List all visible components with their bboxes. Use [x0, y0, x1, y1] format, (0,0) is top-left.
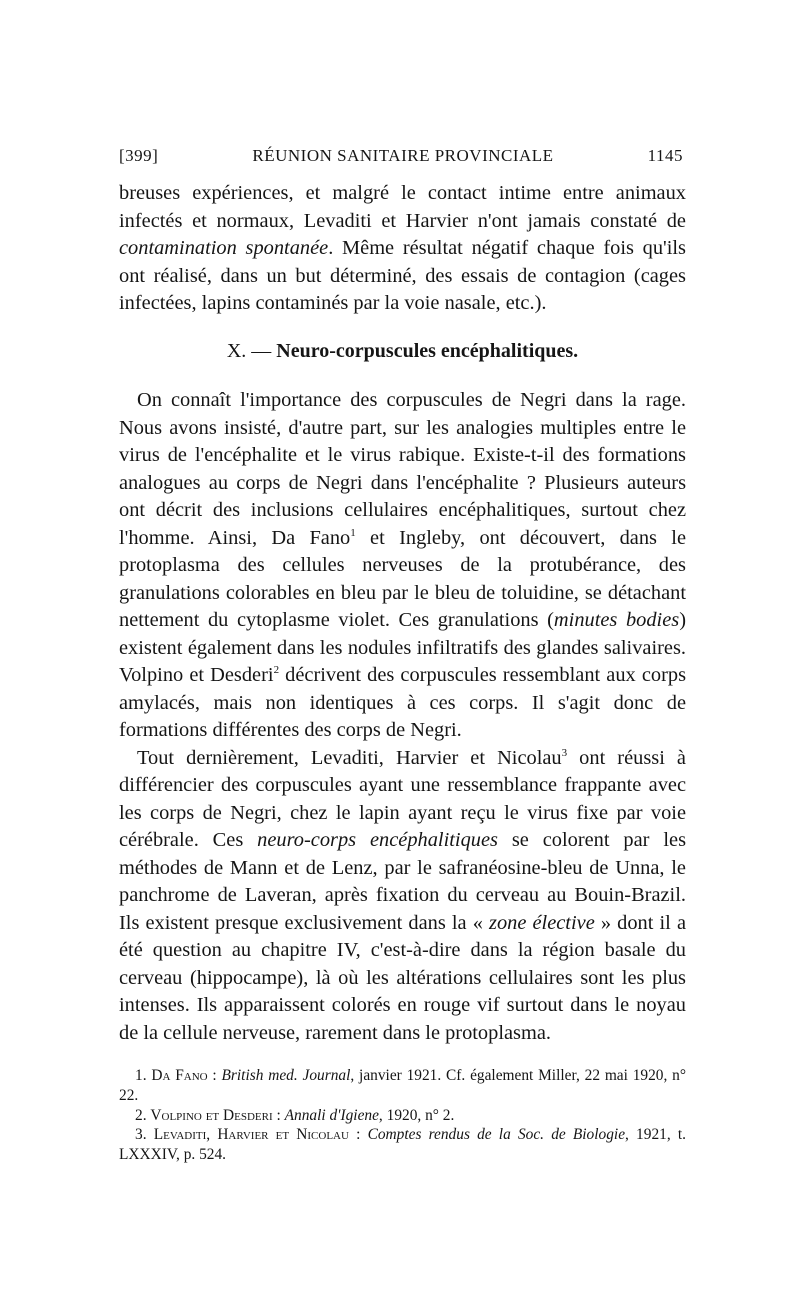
text-run: décrivent des corpuscules ressemblant aux corps amylacés, mais non identiques à ces corps. Il s'agit donc de formations différentes des corps de Negri.: [119, 664, 687, 741]
text-run: se colorent par les méthodes de Mann et de Lenz, par le safranéosine-bleu de Unna, le panchrome de Laveran, après fixation du cerveau au Bouin-Brazil. Ils existent presque exclusivement dans la «: [119, 829, 687, 934]
footnote-number: 1.: [135, 1067, 147, 1084]
paragraph-negri: [119, 387, 686, 745]
text-run: » dont il a été question au chapitre IV, c'est-à-dire dans la région basale du cerveau (hippocampe), là où les altérations cellulaires sont les plus intenses. Ils apparaissent colorés en rouge vif surtout dans le noyau de la cellule nerveuse, rarement dans le protoplasma.: [119, 911, 686, 1044]
italic-phrase: neuro-corps encéphalitiques: [257, 829, 498, 851]
text-run: et Ingleby, ont découvert, dans le protoplasma des cellules nerveuses de la protubérance, des granulations colorables en bleu par le bleu de toluidine, se détachant nettement du cytoplasme violet. Ces granulations (: [119, 526, 687, 631]
text-run: Tout dernièrement, Levaditi, Harvier et Nicolau: [137, 746, 562, 769]
footnote-details: , janvier 1921. Cf. également Miller, 22 mai 1920, n° 22.: [119, 1067, 686, 1104]
footnote-ref: 3: [561, 746, 568, 759]
running-title: RÉUNION SANITAIRE PROVINCIALE: [252, 146, 554, 165]
footnote: [119, 1106, 686, 1126]
footnote-author: Volpino et Desderi: [150, 1106, 273, 1124]
page-number: 1145: [647, 146, 683, 165]
footnote-details: , 1920, n° 2.: [378, 1106, 455, 1124]
running-header: [119, 146, 683, 166]
paragraph-continuation: [119, 180, 686, 318]
footnote-journal: Comptes rendus de la Soc. de Biologie: [367, 1126, 626, 1144]
footnote-journal: Annali d'Igiene: [284, 1106, 379, 1124]
page-bracket-number: [399]: [119, 146, 159, 165]
section-heading: [119, 338, 686, 366]
text-run: breuses expériences, et malgré le contact intime entre animaux infectés et normaux, Levaditi et Harvier n'ont jamais constaté de: [119, 182, 686, 232]
footnote-author: Da Fano: [151, 1067, 208, 1084]
footnotes: [119, 1066, 686, 1165]
footnote-details: , 1921, t. LXXXIV, p. 524.: [119, 1126, 686, 1164]
text-run: ont réussi à différencier des corpuscules ayant une ressemblance frappante avec les corps de Negri, chez le lapin ayant reçu le virus fixe par voie cérébrale. Ces: [119, 746, 686, 851]
footnote: [119, 1066, 686, 1106]
footnote-separator: :: [272, 1106, 285, 1124]
text-run: ) existent également dans les nodules infiltratifs des glandes salivaires. Volpino et Desderi: [119, 609, 686, 686]
section-number: X. —: [226, 339, 272, 362]
text-run: . Même résultat négatif chaque fois qu'ils ont réalisé, dans un but déterminé, des essais de contagion (cages infectées, lapins contaminés par la voie nasale, etc.).: [119, 237, 686, 314]
body-text: [119, 180, 686, 1047]
footnote-journal: British med. Journal: [221, 1067, 351, 1084]
footnote-ref: 1: [350, 526, 356, 539]
footnote: [119, 1125, 686, 1165]
paragraph-neuro-corps: [119, 745, 686, 1048]
italic-phrase: contamination spontanée: [119, 237, 329, 259]
italic-phrase: zone élective: [489, 911, 595, 934]
footnote-number: 3.: [135, 1126, 147, 1144]
footnote-author: Levaditi, Harvier et Nicolau: [153, 1126, 349, 1144]
text-run: On connaît l'importance des corpuscules de Negri dans la rage. Nous avons insisté, d'autre part, sur les analogies multiples entre le virus de l'encéphalite et le virus rabique. Existe-t-il des formations analogues au corps de Negri dans l'encéphalite ? Plusieurs auteurs ont décrit des inclusions cellulaires encéphalitiques, surtout chez l'homme. Ainsi, Da Fano: [119, 389, 686, 549]
italic-phrase: minutes bodies: [553, 609, 680, 631]
footnote-separator: :: [348, 1126, 368, 1144]
footnote-separator: :: [207, 1067, 222, 1084]
footnote-ref: 2: [273, 664, 280, 677]
footnote-number: 2.: [135, 1106, 147, 1124]
section-title: Neuro-corpuscules encéphalitiques.: [276, 339, 579, 362]
